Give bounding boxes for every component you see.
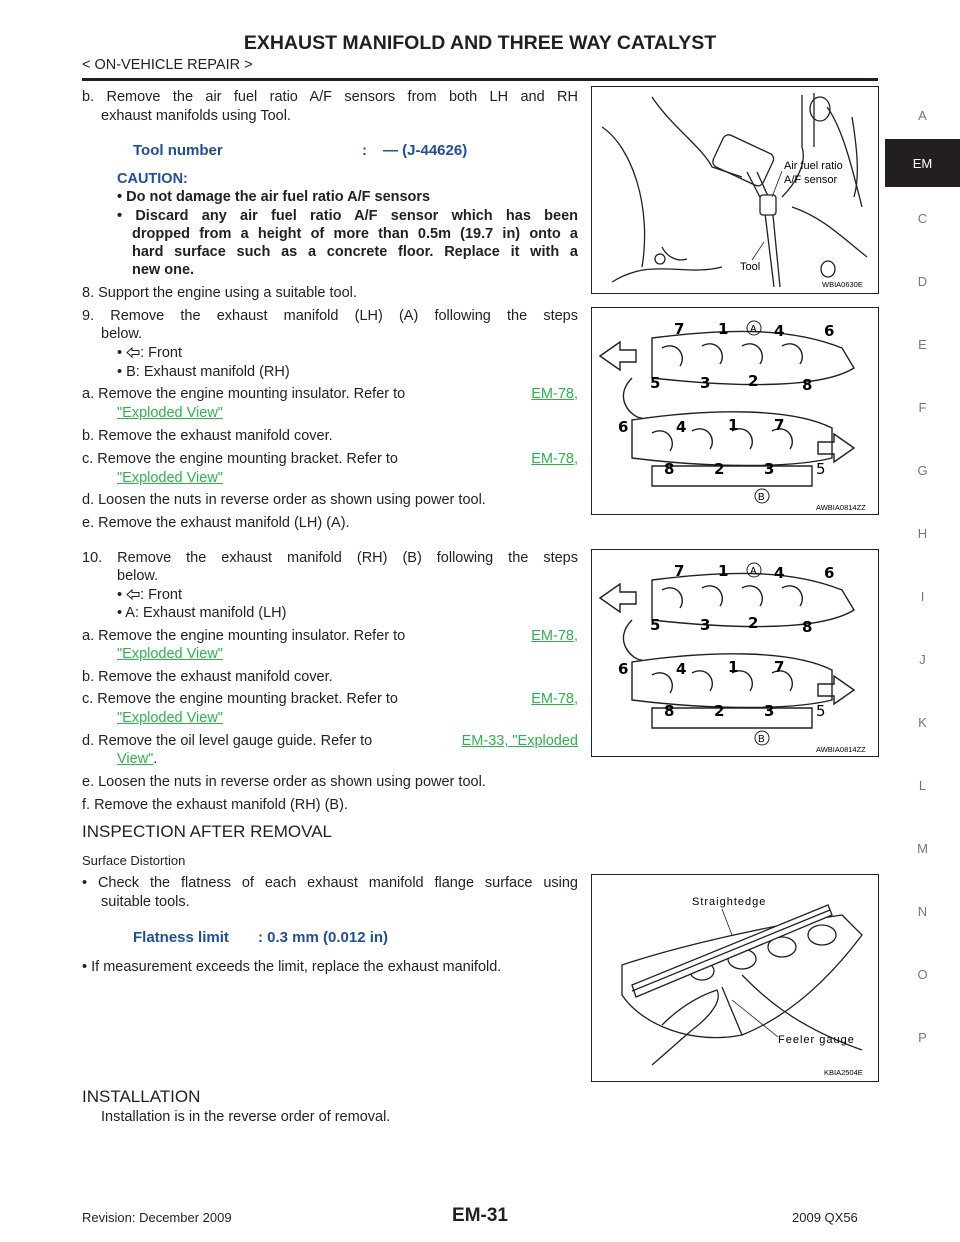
fig3-bolt-3b: 3 <box>764 702 775 720</box>
fig3-bolt-7: 7 <box>674 562 685 580</box>
step-9c <box>82 450 578 469</box>
step-10c-text: c. Remove the engine mounting bracket. Refer to <box>82 691 398 707</box>
fig3-bolt-4: 4 <box>774 564 785 582</box>
fig4-label-straightedge: Straightedge <box>692 896 767 908</box>
link-exploded-view[interactable]: "Exploded View" <box>117 646 223 662</box>
caution-item-2-l3: hard surface such as a concrete floor. Replace it with a <box>132 244 578 260</box>
caution-item-2-l4: new one. <box>132 262 195 278</box>
tool-number-label: Tool number <box>133 142 223 159</box>
fig3-bolt-2: 2 <box>748 614 759 632</box>
fig2-bolt-8b: 8 <box>664 460 675 478</box>
inspection-bullet-2: • If measurement exceeds the limit, replace the exhaust manifold. <box>82 959 502 975</box>
section-tabs <box>885 91 960 1069</box>
step-b-line2: exhaust manifolds using Tool. <box>101 108 291 124</box>
link-em33[interactable]: EM-33, "Exploded <box>461 733 578 749</box>
tab-i[interactable]: I <box>920 589 925 604</box>
fig3-bolt-8b: 8 <box>664 702 675 720</box>
step-10b: b. Remove the exhaust manifold cover. <box>82 669 333 685</box>
tab-p[interactable]: P <box>918 1030 927 1045</box>
step-9b: b. Remove the exhaust manifold cover. <box>82 428 333 444</box>
fig2-bolt-6b: 6 <box>618 418 629 436</box>
fig2-bolt-5b: 5 <box>816 460 826 478</box>
link-em78[interactable]: EM-78, <box>531 691 578 707</box>
caution-item-2-l2: dropped from a height of more than 0.5m (19.7 in) onto a <box>132 226 578 242</box>
link-em33-cont[interactable]: View" <box>117 751 154 767</box>
link-exploded-view[interactable]: "Exploded View" <box>117 405 223 421</box>
front-label: : Front <box>140 345 183 361</box>
tab-l[interactable]: L <box>918 778 927 793</box>
fig2-label-a: A <box>750 324 757 335</box>
inspection-heading: INSPECTION AFTER REMOVAL <box>82 822 333 841</box>
fig2-bolt-6: 6 <box>824 322 835 340</box>
af-sensor-illustration <box>592 87 878 293</box>
flatness-limit-label: Flatness limit <box>133 929 229 946</box>
manifold-bolt-order-diagram <box>592 550 878 756</box>
step-10-l1: 10. Remove the exhaust manifold (RH) (B) following the steps <box>82 550 578 566</box>
fig2-id: AWBIA0814ZZ <box>816 503 866 512</box>
fig3-id: AWBIA0814ZZ <box>816 745 866 754</box>
link-em78[interactable]: EM-78, <box>531 628 578 644</box>
fig3-bolt-4b: 4 <box>676 660 687 678</box>
header-rule <box>82 78 878 81</box>
fig3-bolt-1: 1 <box>718 562 729 580</box>
step-10d <box>82 732 578 751</box>
installation-heading: INSTALLATION <box>82 1087 201 1106</box>
fig1-label-sensor-2: A/F sensor <box>784 174 838 186</box>
step-10-l2: below. <box>117 568 159 584</box>
tab-c[interactable]: C <box>917 211 928 226</box>
front-arrow-icon <box>126 347 140 358</box>
step-10d-l2: View". <box>117 751 158 767</box>
tab-d[interactable]: D <box>917 274 928 289</box>
caution-item-2-l1: • Discard any air fuel ratio A/F sensor which has been <box>117 208 578 224</box>
fig2-bolt-4b: 4 <box>676 418 687 436</box>
fig2-bolt-7: 7 <box>674 320 685 338</box>
manifold-bolt-order-diagram <box>592 308 878 514</box>
tab-em[interactable]: EM <box>885 139 960 187</box>
tab-g[interactable]: G <box>917 463 928 478</box>
fig2-bolt-4: 4 <box>774 322 785 340</box>
inspection-bullet-1-l2: suitable tools. <box>101 894 190 910</box>
tab-m[interactable]: M <box>917 841 928 856</box>
fig1-id: WBIA0630E <box>822 280 863 289</box>
step-10e: e. Loosen the nuts in reverse order as shown using power tool. <box>82 774 486 790</box>
tool-number-value: — (J-44626) <box>383 142 468 159</box>
fig4-id: KBIA2504E <box>824 1068 863 1077</box>
tab-h[interactable]: H <box>917 526 928 541</box>
fig2-bolt-1: 1 <box>718 320 729 338</box>
breadcrumb: < ON-VEHICLE REPAIR > <box>82 57 253 73</box>
fig3-bolt-5: 5 <box>650 616 661 634</box>
step-b-line1: b. Remove the air fuel ratio A/F sensors from both LH and RH <box>82 89 578 105</box>
tool-number-colon: : <box>362 142 367 159</box>
model-year: 2009 QX56 <box>792 1210 858 1225</box>
step-10c <box>82 690 578 709</box>
fig3-label-b: B <box>758 734 765 745</box>
flatness-check-illustration <box>592 875 878 1081</box>
step-9a <box>82 385 578 404</box>
caution-title: CAUTION: <box>117 171 188 187</box>
tab-o[interactable]: O <box>917 967 928 982</box>
link-exploded-view[interactable]: "Exploded View" <box>117 470 223 486</box>
step-10a-text: a. Remove the engine mounting insulator. Refer to <box>82 628 406 644</box>
fig2-bolt-1b: 1 <box>728 416 739 434</box>
fig3-bolt-2b: 2 <box>714 702 725 720</box>
fig4-label-feeler: Feeler gauge <box>778 1034 855 1046</box>
fig3-bolt-8: 8 <box>802 618 813 636</box>
step-9d: d. Loosen the nuts in reverse order as shown using power tool. <box>82 492 486 508</box>
tab-j[interactable]: J <box>919 652 926 667</box>
step-9-l1: 9. Remove the exhaust manifold (LH) (A) following the steps <box>82 308 578 324</box>
figure-af-sensor-removal <box>591 86 879 294</box>
link-exploded-view[interactable]: "Exploded View" <box>117 710 223 726</box>
front-arrow-icon <box>126 589 140 600</box>
step-9-bullet-b: • B: Exhaust manifold (RH) <box>117 364 290 380</box>
step-9e: e. Remove the exhaust manifold (LH) (A). <box>82 515 350 531</box>
step-9-l2: below. <box>101 326 143 342</box>
step-10-bullet-a: • A: Exhaust manifold (LH) <box>117 605 287 621</box>
installation-text: Installation is in the reverse order of removal. <box>101 1109 391 1125</box>
tab-e[interactable]: E <box>918 337 927 352</box>
step-10-front: • : Front <box>117 587 183 603</box>
fig2-label-b: B <box>758 492 765 503</box>
figure-flatness-check <box>591 874 879 1082</box>
step-10d-text: d. Remove the oil level gauge guide. Refer to <box>82 733 373 749</box>
fig2-bolt-3b: 3 <box>764 460 775 478</box>
fig3-bolt-5b: 5 <box>816 702 826 720</box>
tab-a[interactable]: A <box>918 107 927 123</box>
fig1-label-tool: Tool <box>740 261 761 273</box>
figure-manifold-rh-bolt-order <box>591 549 879 757</box>
page-title: EXHAUST MANIFOLD AND THREE WAY CATALYST <box>243 32 717 54</box>
step-8: 8. Support the engine using a suitable tool. <box>82 285 357 301</box>
link-em78[interactable]: EM-78, <box>531 451 578 467</box>
revision-date: Revision: December 2009 <box>82 1210 232 1225</box>
step-10a <box>82 627 578 646</box>
fig3-label-a: A <box>750 566 757 577</box>
step-10f: f. Remove the exhaust manifold (RH) (B). <box>82 797 348 813</box>
fig2-bolt-5: 5 <box>650 374 661 392</box>
inspection-bullet-1-l1: • Check the flatness of each exhaust manifold flange surface using <box>82 875 578 891</box>
flatness-limit-value: : 0.3 mm (0.012 in) <box>258 929 389 946</box>
figure-manifold-lh-bolt-order <box>591 307 879 515</box>
link-em78[interactable]: EM-78, <box>531 386 578 402</box>
fig3-bolt-6b: 6 <box>618 660 629 678</box>
fig2-bolt-8: 8 <box>802 376 813 394</box>
tab-f[interactable]: F <box>918 400 927 415</box>
page-number: EM-31 <box>452 1205 508 1226</box>
front-label: : Front <box>140 587 183 603</box>
caution-item-1: • Do not damage the air fuel ratio A/F sensors <box>117 189 431 205</box>
fig2-bolt-3: 3 <box>700 374 711 392</box>
fig3-bolt-6: 6 <box>824 564 835 582</box>
surface-distortion-heading: Surface Distortion <box>82 853 186 868</box>
fig3-bolt-7b: 7 <box>774 658 785 676</box>
fig2-bolt-2b: 2 <box>714 460 725 478</box>
step-9c-text: c. Remove the engine mounting bracket. Refer to <box>82 451 398 467</box>
fig1-label-sensor: Air fuel ratio <box>784 160 843 172</box>
fig3-bolt-3: 3 <box>700 616 711 634</box>
step-9-front: • : Front <box>117 345 183 361</box>
fig3-bolt-1b: 1 <box>728 658 739 676</box>
tab-k[interactable]: K <box>918 715 927 730</box>
fig2-bolt-2: 2 <box>748 372 759 390</box>
step-9a-text: a. Remove the engine mounting insulator. Refer to <box>82 386 406 402</box>
fig2-bolt-7b: 7 <box>774 416 785 434</box>
tab-n[interactable]: N <box>917 904 928 919</box>
